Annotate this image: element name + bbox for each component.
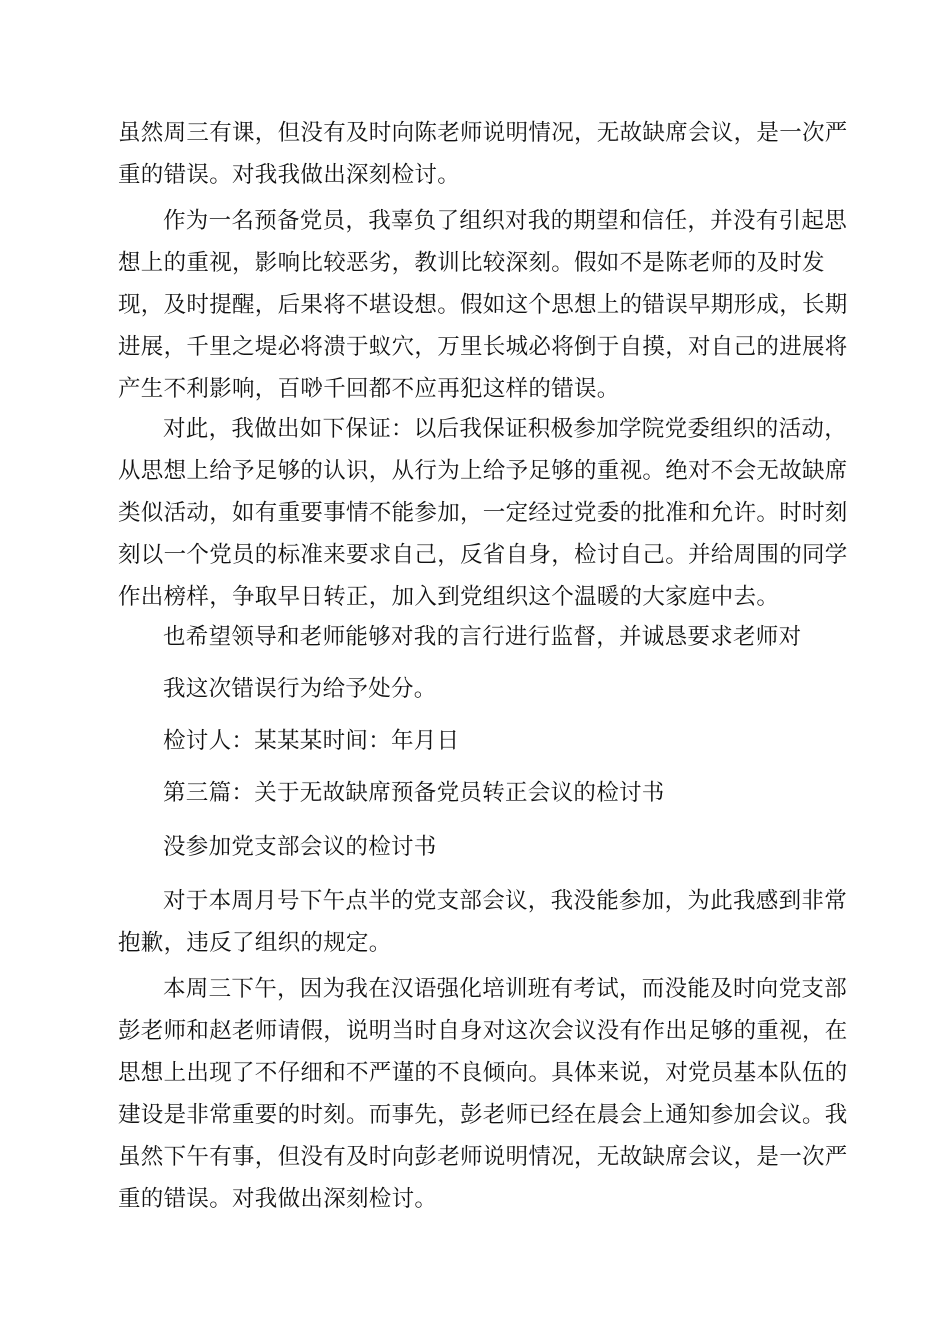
- text-line: 抱歉，违反了组织的规定。: [118, 930, 392, 956]
- paragraph-request: [118, 616, 838, 658]
- text-line: 虽然下午有事，但没有及时向彭老师说明情况，无故缺席会议，是一次严: [118, 1144, 848, 1170]
- text-line: 刻以一个党员的标准来要求自己，反省自身，检讨自己。并给周围的同学: [118, 542, 848, 568]
- paragraph-apology: [118, 880, 848, 964]
- paragraph-punishment: [118, 668, 838, 710]
- paragraph-guarantee: [118, 408, 848, 618]
- text-line: 虽然周三有课，但没有及时向陈老师说明情况，无故缺席会议，是一次严: [118, 120, 848, 146]
- paragraph-continuation: [118, 112, 848, 196]
- text-line: 本周三下午，因为我在汉语强化培训班有考试，而没能及时向党支部: [163, 976, 848, 1002]
- text-line: 产生不利影响，百唦千回都不应再犯这样的错误。: [118, 376, 620, 402]
- text-line: 作为一名预备党员，我辜负了组织对我的期望和信任，并没有引起思: [163, 208, 848, 234]
- document-title: [118, 826, 838, 868]
- text-line: 进展，千里之堤必将溃于蚁穴，万里长城必将倒于自摸，对自己的进展将: [118, 334, 848, 360]
- text-line: 彭老师和赵老师请假，说明当时自身对这次会议没有作出足够的重视，在: [118, 1018, 848, 1044]
- text-line: 建设是非常重要的时刻。而事先，彭老师已经在晨会上通知参加会议。我: [118, 1102, 848, 1128]
- text-line: 第三篇：关于无故缺席预备党员转正会议的检讨书: [163, 780, 665, 806]
- text-line: 现，及时提醒，后果将不堪设想。假如这个思想上的错误早期形成，长期: [118, 292, 848, 318]
- section-heading: [118, 772, 838, 814]
- text-line: 对此，我做出如下保证：以后我保证积极参加学院党委组织的活动，: [163, 416, 848, 442]
- paragraph-explanation: [118, 968, 848, 1220]
- text-line: 对于本周月号下午点半的党支部会议，我没能参加，为此我感到非常: [163, 888, 848, 914]
- text-line: 作出榜样，争取早日转正，加入到党组织这个温暖的大家庭中去。: [118, 584, 780, 610]
- text-line: 也希望领导和老师能够对我的言行进行监督，并诚恳要求老师对: [163, 624, 802, 650]
- text-line: 检讨人：某某某时间：年月日: [163, 728, 460, 754]
- text-line: 我这次错误行为给予处分。: [163, 676, 437, 702]
- text-line: 类似活动，如有重要事情不能参加，一定经过党委的批准和允许。时时刻: [118, 500, 848, 526]
- text-line: 想上的重视，影响比较恶劣，教训比较深刻。假如不是陈老师的及时发: [118, 250, 825, 276]
- text-line: 重的错误。对我做出深刻检讨。: [118, 1186, 438, 1212]
- signature-line: [118, 720, 838, 762]
- text-line: 思想上出现了不仔细和不严谨的不良倾向。具体来说，对党员基本队伍的: [118, 1060, 848, 1086]
- text-line: 没参加党支部会议的检讨书: [163, 834, 437, 860]
- paragraph-reflection: [118, 200, 848, 410]
- text-line: 从思想上给予足够的认识，从行为上给予足够的重视。绝对不会无故缺席: [118, 458, 848, 484]
- text-line: 重的错误。对我我做出深刻检讨。: [118, 162, 461, 188]
